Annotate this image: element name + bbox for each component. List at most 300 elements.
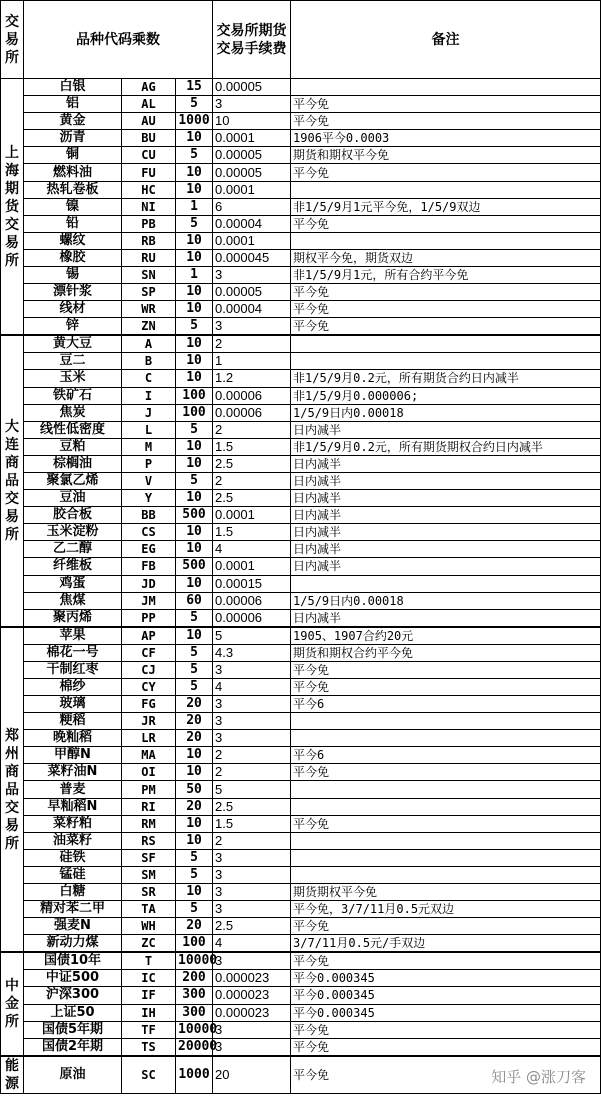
name-cell: 国债10年 bbox=[24, 952, 122, 970]
fee-cell: 0.000023 bbox=[213, 970, 291, 987]
mult-cell: 10 bbox=[176, 370, 213, 387]
name-cell: 油菜籽 bbox=[24, 832, 122, 849]
code-cell: A bbox=[122, 335, 176, 353]
fee-cell: 3 bbox=[213, 1038, 291, 1056]
code-cell: RB bbox=[122, 232, 176, 249]
name-cell: 棕榈油 bbox=[24, 455, 122, 472]
table-row bbox=[1, 609, 601, 627]
name-cell: 螺纹 bbox=[24, 232, 122, 249]
name-cell: 普麦 bbox=[24, 781, 122, 798]
table-row bbox=[1, 866, 601, 883]
name-cell: 镍 bbox=[24, 198, 122, 215]
fee-cell: 3 bbox=[213, 713, 291, 730]
table-row bbox=[1, 730, 601, 747]
table-row bbox=[1, 1021, 601, 1038]
table-row bbox=[1, 164, 601, 181]
note-cell: 平今免 bbox=[291, 918, 601, 935]
table-row bbox=[1, 970, 601, 987]
fee-cell: 0.00005 bbox=[213, 147, 291, 164]
code-cell: I bbox=[122, 387, 176, 404]
mult-cell: 10 bbox=[176, 353, 213, 370]
name-cell: 粳稻 bbox=[24, 713, 122, 730]
header-note: 备注 bbox=[291, 1, 601, 79]
note-cell: 3/7/11月0.5元/手双边 bbox=[291, 935, 601, 953]
table-row bbox=[1, 1038, 601, 1056]
code-cell: FU bbox=[122, 164, 176, 181]
code-cell: WR bbox=[122, 301, 176, 318]
table-row bbox=[1, 815, 601, 832]
mult-cell: 5 bbox=[176, 901, 213, 918]
name-cell: 新动力煤 bbox=[24, 935, 122, 953]
code-cell: CJ bbox=[122, 661, 176, 678]
fee-cell: 0.00004 bbox=[213, 301, 291, 318]
name-cell: 国债2年期 bbox=[24, 1038, 122, 1056]
fee-cell: 3 bbox=[213, 696, 291, 713]
note-cell: 平今免 bbox=[291, 764, 601, 781]
name-cell: 锰硅 bbox=[24, 866, 122, 883]
code-cell: BB bbox=[122, 507, 176, 524]
table-row bbox=[1, 592, 601, 609]
fee-cell: 0.00006 bbox=[213, 609, 291, 627]
code-cell: FG bbox=[122, 696, 176, 713]
fee-cell: 3 bbox=[213, 318, 291, 336]
note-cell bbox=[291, 849, 601, 866]
name-cell: 乙二醇 bbox=[24, 541, 122, 558]
code-cell: JD bbox=[122, 575, 176, 592]
name-cell: 玉米 bbox=[24, 370, 122, 387]
table-row bbox=[1, 455, 601, 472]
fee-cell: 3 bbox=[213, 884, 291, 901]
note-cell: 平今免 bbox=[291, 301, 601, 318]
note-cell: 非1/5/9月0.2元，所有期货期权合约日内减半 bbox=[291, 438, 601, 455]
code-cell: SR bbox=[122, 884, 176, 901]
mult-cell: 5 bbox=[176, 849, 213, 866]
code-cell: CS bbox=[122, 524, 176, 541]
note-cell bbox=[291, 866, 601, 883]
name-cell: 黄大豆 bbox=[24, 335, 122, 353]
fee-cell: 4 bbox=[213, 541, 291, 558]
note-cell: 平今免 bbox=[291, 318, 601, 336]
table-row bbox=[1, 918, 601, 935]
note-cell bbox=[291, 232, 601, 249]
name-cell: 橡胶 bbox=[24, 249, 122, 266]
code-cell: ZN bbox=[122, 318, 176, 336]
table-row bbox=[1, 301, 601, 318]
mult-cell: 50 bbox=[176, 781, 213, 798]
table-row bbox=[1, 524, 601, 541]
table-row bbox=[1, 661, 601, 678]
table-row bbox=[1, 832, 601, 849]
code-cell: TF bbox=[122, 1021, 176, 1038]
table-row bbox=[1, 1004, 601, 1021]
code-cell: HC bbox=[122, 181, 176, 198]
mult-cell: 60 bbox=[176, 592, 213, 609]
mult-cell: 10 bbox=[176, 284, 213, 301]
mult-cell: 5 bbox=[176, 318, 213, 336]
fee-cell: 0.00006 bbox=[213, 387, 291, 404]
mult-cell: 5 bbox=[176, 678, 213, 695]
name-cell: 线性低密度 bbox=[24, 421, 122, 438]
note-cell: 日内减半 bbox=[291, 558, 601, 575]
header-product: 品种代码乘数 bbox=[24, 1, 213, 79]
mult-cell: 5 bbox=[176, 215, 213, 232]
fee-cell: 3 bbox=[213, 661, 291, 678]
table-row bbox=[1, 181, 601, 198]
fee-cell: 4 bbox=[213, 935, 291, 953]
name-cell: 豆油 bbox=[24, 490, 122, 507]
name-cell: 豆粕 bbox=[24, 438, 122, 455]
code-cell: RM bbox=[122, 815, 176, 832]
code-cell: AG bbox=[122, 79, 176, 96]
mult-cell: 5 bbox=[176, 644, 213, 661]
fee-cell: 0.00005 bbox=[213, 164, 291, 181]
fee-cell: 3 bbox=[213, 96, 291, 113]
mult-cell: 10 bbox=[176, 301, 213, 318]
mult-cell: 10 bbox=[176, 164, 213, 181]
code-cell: RI bbox=[122, 798, 176, 815]
fee-cell: 2 bbox=[213, 747, 291, 764]
note-cell: 期货和期权合约平今免 bbox=[291, 644, 601, 661]
mult-cell: 10 bbox=[176, 627, 213, 645]
note-cell: 期货期权平今免 bbox=[291, 884, 601, 901]
note-cell: 1906平今0.0003 bbox=[291, 130, 601, 147]
table-row bbox=[1, 747, 601, 764]
mult-cell: 10000 bbox=[176, 952, 213, 970]
note-cell: 平今0.000345 bbox=[291, 970, 601, 987]
mult-cell: 10 bbox=[176, 181, 213, 198]
table-row bbox=[1, 353, 601, 370]
code-cell: MA bbox=[122, 747, 176, 764]
table-row bbox=[1, 901, 601, 918]
code-cell: C bbox=[122, 370, 176, 387]
mult-cell: 1000 bbox=[176, 1056, 213, 1094]
note-cell: 日内减半 bbox=[291, 472, 601, 489]
name-cell: 铜 bbox=[24, 147, 122, 164]
fee-cell: 2.5 bbox=[213, 455, 291, 472]
note-cell: 期货和期权平今免 bbox=[291, 147, 601, 164]
note-cell bbox=[291, 781, 601, 798]
table-body bbox=[1, 79, 601, 1094]
code-cell: RU bbox=[122, 249, 176, 266]
code-cell: FB bbox=[122, 558, 176, 575]
note-cell: 非1/5/9月0.2元，所有期货合约日内减半 bbox=[291, 370, 601, 387]
note-cell: 平今免 bbox=[291, 815, 601, 832]
note-cell: 平今6 bbox=[291, 747, 601, 764]
name-cell: 燃料油 bbox=[24, 164, 122, 181]
mult-cell: 10 bbox=[176, 884, 213, 901]
name-cell: 中证500 bbox=[24, 970, 122, 987]
mult-cell: 1 bbox=[176, 267, 213, 284]
fee-cell: 0.00004 bbox=[213, 215, 291, 232]
code-cell: V bbox=[122, 472, 176, 489]
note-cell bbox=[291, 832, 601, 849]
note-cell: 1/5/9日内0.00018 bbox=[291, 592, 601, 609]
fee-cell: 0.000023 bbox=[213, 1004, 291, 1021]
note-cell bbox=[291, 798, 601, 815]
table-row bbox=[1, 507, 601, 524]
table-row bbox=[1, 147, 601, 164]
mult-cell: 20000 bbox=[176, 1038, 213, 1056]
fee-cell: 2.5 bbox=[213, 490, 291, 507]
code-cell: P bbox=[122, 455, 176, 472]
mult-cell: 5 bbox=[176, 661, 213, 678]
mult-cell: 10 bbox=[176, 764, 213, 781]
name-cell: 硅铁 bbox=[24, 849, 122, 866]
note-cell: 平今免，3/7/11月0.5元双边 bbox=[291, 901, 601, 918]
code-cell: SM bbox=[122, 866, 176, 883]
name-cell: 国债5年期 bbox=[24, 1021, 122, 1038]
table-row bbox=[1, 421, 601, 438]
name-cell: 焦炭 bbox=[24, 404, 122, 421]
fee-cell: 3 bbox=[213, 267, 291, 284]
fee-cell: 0.0001 bbox=[213, 181, 291, 198]
mult-cell: 10 bbox=[176, 249, 213, 266]
mult-cell: 200 bbox=[176, 970, 213, 987]
code-cell: AP bbox=[122, 627, 176, 645]
table-row bbox=[1, 987, 601, 1004]
mult-cell: 100 bbox=[176, 387, 213, 404]
mult-cell: 10 bbox=[176, 747, 213, 764]
fee-cell: 0.000045 bbox=[213, 249, 291, 266]
code-cell: SP bbox=[122, 284, 176, 301]
fee-cell: 0.0001 bbox=[213, 130, 291, 147]
mult-cell: 10 bbox=[176, 232, 213, 249]
name-cell: 漂针浆 bbox=[24, 284, 122, 301]
mult-cell: 10 bbox=[176, 524, 213, 541]
mult-cell: 10 bbox=[176, 575, 213, 592]
fee-cell: 5 bbox=[213, 627, 291, 645]
name-cell: 锡 bbox=[24, 267, 122, 284]
note-cell: 平今0.000345 bbox=[291, 1004, 601, 1021]
name-cell: 棉花一号 bbox=[24, 644, 122, 661]
code-cell: AL bbox=[122, 96, 176, 113]
mult-cell: 10 bbox=[176, 490, 213, 507]
note-cell: 平今免 bbox=[291, 1021, 601, 1038]
code-cell: SC bbox=[122, 1056, 176, 1094]
code-cell: LR bbox=[122, 730, 176, 747]
code-cell: AU bbox=[122, 113, 176, 130]
note-cell: 1/5/9日内0.00018 bbox=[291, 404, 601, 421]
name-cell: 铅 bbox=[24, 215, 122, 232]
table-row bbox=[1, 798, 601, 815]
code-cell: JR bbox=[122, 713, 176, 730]
name-cell: 玻璃 bbox=[24, 696, 122, 713]
note-cell: 日内减半 bbox=[291, 609, 601, 627]
fee-cell: 0.0001 bbox=[213, 507, 291, 524]
code-cell: PB bbox=[122, 215, 176, 232]
fee-cell: 4 bbox=[213, 678, 291, 695]
mult-cell: 5 bbox=[176, 472, 213, 489]
name-cell: 棉纱 bbox=[24, 678, 122, 695]
name-cell: 甲醇N bbox=[24, 747, 122, 764]
mult-cell: 5 bbox=[176, 96, 213, 113]
code-cell: M bbox=[122, 438, 176, 455]
table-row bbox=[1, 79, 601, 96]
mult-cell: 10 bbox=[176, 335, 213, 353]
name-cell: 早籼稻N bbox=[24, 798, 122, 815]
note-cell: 日内减半 bbox=[291, 455, 601, 472]
mult-cell: 10 bbox=[176, 130, 213, 147]
exchange-cell: 上海期货交易所 bbox=[1, 79, 24, 336]
table-row bbox=[1, 387, 601, 404]
mult-cell: 20 bbox=[176, 713, 213, 730]
note-cell: 平今免 bbox=[291, 284, 601, 301]
note-cell: 平今免 bbox=[291, 215, 601, 232]
note-cell bbox=[291, 335, 601, 353]
note-cell bbox=[291, 730, 601, 747]
mult-cell: 10 bbox=[176, 815, 213, 832]
name-cell: 原油 bbox=[24, 1056, 122, 1094]
fee-cell: 0.0001 bbox=[213, 232, 291, 249]
header-fee: 交易所期货交易手续费 bbox=[213, 1, 291, 79]
fee-cell: 0.000023 bbox=[213, 987, 291, 1004]
mult-cell: 10000 bbox=[176, 1021, 213, 1038]
note-cell bbox=[291, 713, 601, 730]
code-cell: WH bbox=[122, 918, 176, 935]
table-row bbox=[1, 713, 601, 730]
table-row bbox=[1, 113, 601, 130]
table-row bbox=[1, 764, 601, 781]
fee-cell: 2 bbox=[213, 335, 291, 353]
header-exchange: 交易所 bbox=[1, 1, 24, 79]
name-cell: 豆二 bbox=[24, 353, 122, 370]
mult-cell: 10 bbox=[176, 541, 213, 558]
mult-cell: 300 bbox=[176, 1004, 213, 1021]
fee-cell: 0.00005 bbox=[213, 79, 291, 96]
name-cell: 白银 bbox=[24, 79, 122, 96]
note-cell: 日内减半 bbox=[291, 421, 601, 438]
exchange-cell: 大连商品交易所 bbox=[1, 335, 24, 626]
name-cell: 胶合板 bbox=[24, 507, 122, 524]
note-cell: 期权平今免，期货双边 bbox=[291, 249, 601, 266]
note-cell: 平今免 bbox=[291, 1038, 601, 1056]
name-cell: 线材 bbox=[24, 301, 122, 318]
note-cell bbox=[291, 575, 601, 592]
watermark: 知乎 @涨刀客 bbox=[491, 1068, 586, 1086]
table-row bbox=[1, 438, 601, 455]
fee-cell: 3 bbox=[213, 1021, 291, 1038]
table-row bbox=[1, 472, 601, 489]
table-row bbox=[1, 575, 601, 592]
code-cell: J bbox=[122, 404, 176, 421]
note-cell: 平今免 bbox=[291, 952, 601, 970]
code-cell: L bbox=[122, 421, 176, 438]
code-cell: CU bbox=[122, 147, 176, 164]
fee-cell: 1 bbox=[213, 353, 291, 370]
code-cell: TA bbox=[122, 901, 176, 918]
name-cell: 玉米淀粉 bbox=[24, 524, 122, 541]
name-cell: 晚籼稻 bbox=[24, 730, 122, 747]
mult-cell: 1 bbox=[176, 198, 213, 215]
name-cell: 纤维板 bbox=[24, 558, 122, 575]
mult-cell: 1000 bbox=[176, 113, 213, 130]
fee-cell: 20 bbox=[213, 1056, 291, 1094]
note-cell: 日内减半 bbox=[291, 541, 601, 558]
table-row bbox=[1, 130, 601, 147]
name-cell: 聚氯乙烯 bbox=[24, 472, 122, 489]
mult-cell: 5 bbox=[176, 609, 213, 627]
mult-cell: 20 bbox=[176, 696, 213, 713]
note-cell bbox=[291, 353, 601, 370]
note-cell bbox=[291, 79, 601, 96]
code-cell: T bbox=[122, 952, 176, 970]
mult-cell: 10 bbox=[176, 455, 213, 472]
fee-cell: 3 bbox=[213, 849, 291, 866]
fee-cell: 10 bbox=[213, 113, 291, 130]
table-row bbox=[1, 232, 601, 249]
name-cell: 锌 bbox=[24, 318, 122, 336]
mult-cell: 10 bbox=[176, 832, 213, 849]
exchange-cell: 中金所 bbox=[1, 952, 24, 1055]
table-row bbox=[1, 198, 601, 215]
name-cell: 菜籽油N bbox=[24, 764, 122, 781]
name-cell: 焦煤 bbox=[24, 592, 122, 609]
table-row bbox=[1, 284, 601, 301]
table-row bbox=[1, 935, 601, 953]
code-cell: IH bbox=[122, 1004, 176, 1021]
fee-cell: 0.00005 bbox=[213, 284, 291, 301]
mult-cell: 500 bbox=[176, 558, 213, 575]
code-cell: SN bbox=[122, 267, 176, 284]
fee-cell: 3 bbox=[213, 730, 291, 747]
mult-cell: 10 bbox=[176, 438, 213, 455]
table-row bbox=[1, 644, 601, 661]
note-cell: 平今免 bbox=[291, 96, 601, 113]
fee-cell: 3 bbox=[213, 901, 291, 918]
table-row bbox=[1, 404, 601, 421]
note-cell: 1905、1907合约20元 bbox=[291, 627, 601, 645]
name-cell: 上证50 bbox=[24, 1004, 122, 1021]
code-cell: SF bbox=[122, 849, 176, 866]
note-cell: 平今0.000345 bbox=[291, 987, 601, 1004]
name-cell: 白糖 bbox=[24, 884, 122, 901]
mult-cell: 300 bbox=[176, 987, 213, 1004]
name-cell: 沥青 bbox=[24, 130, 122, 147]
fee-cell: 1.2 bbox=[213, 370, 291, 387]
name-cell: 苹果 bbox=[24, 627, 122, 645]
table-row bbox=[1, 335, 601, 353]
fee-cell: 1.5 bbox=[213, 524, 291, 541]
table-row bbox=[1, 781, 601, 798]
note-cell: 平今6 bbox=[291, 696, 601, 713]
note-cell: 平今免 bbox=[291, 678, 601, 695]
fee-cell: 1.5 bbox=[213, 438, 291, 455]
fee-cell: 2.5 bbox=[213, 918, 291, 935]
table-row bbox=[1, 215, 601, 232]
name-cell: 铝 bbox=[24, 96, 122, 113]
code-cell: RS bbox=[122, 832, 176, 849]
name-cell: 鸡蛋 bbox=[24, 575, 122, 592]
table-row bbox=[1, 952, 601, 970]
mult-cell: 20 bbox=[176, 798, 213, 815]
fee-cell: 0.0001 bbox=[213, 558, 291, 575]
name-cell: 强麦N bbox=[24, 918, 122, 935]
code-cell: PP bbox=[122, 609, 176, 627]
code-cell: Y bbox=[122, 490, 176, 507]
note-cell: 日内减半 bbox=[291, 507, 601, 524]
note-cell: 日内减半 bbox=[291, 524, 601, 541]
code-cell: NI bbox=[122, 198, 176, 215]
name-cell: 沪深300 bbox=[24, 987, 122, 1004]
table-row bbox=[1, 884, 601, 901]
note-cell: 非1/5/9月1元平今免，1/5/9双边 bbox=[291, 198, 601, 215]
code-cell: IC bbox=[122, 970, 176, 987]
fee-cell: 3 bbox=[213, 952, 291, 970]
fee-cell: 0.00015 bbox=[213, 575, 291, 592]
name-cell: 精对苯二甲 bbox=[24, 901, 122, 918]
table-row bbox=[1, 267, 601, 284]
note-cell: 平今免 bbox=[291, 113, 601, 130]
